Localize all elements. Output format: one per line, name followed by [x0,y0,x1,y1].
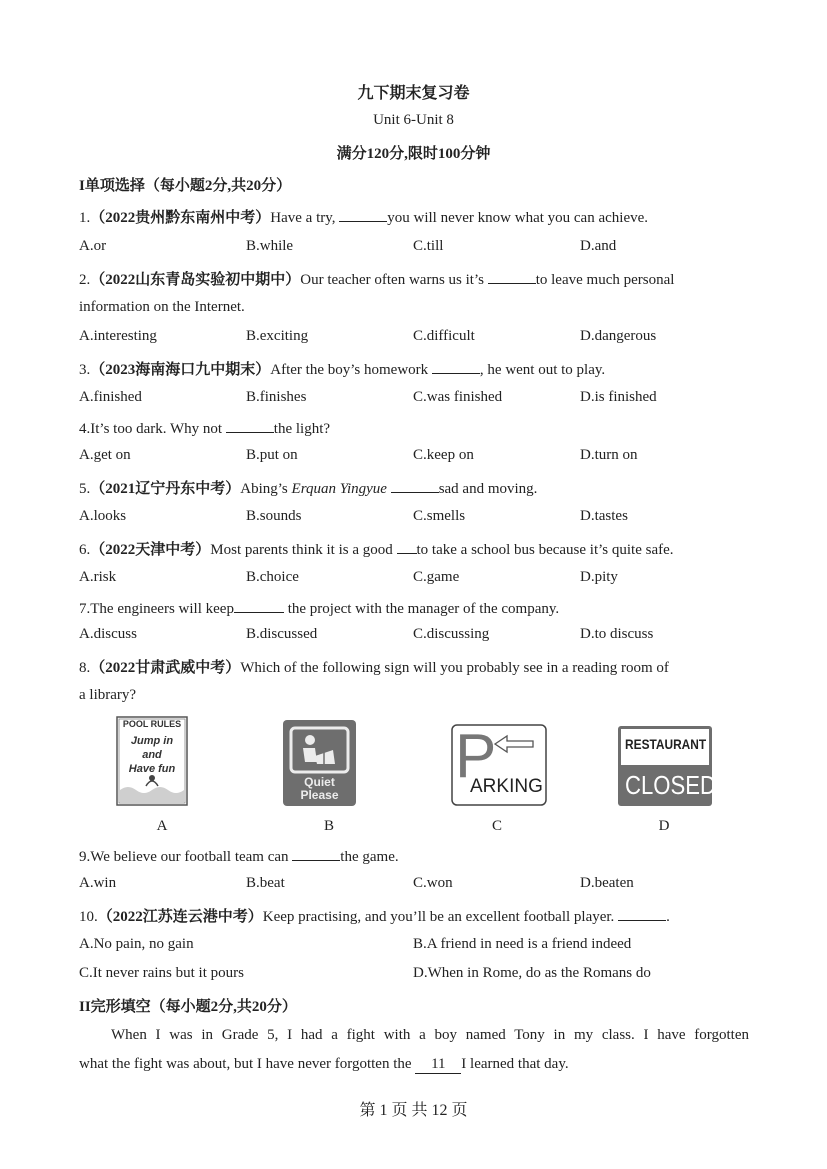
sign-d-top: RESTAURANT [625,736,707,752]
question-3: 3.（2023海南海口九中期末）After the boy’s homework , he went out to play. [79,358,605,379]
unit-subtitle: Unit 6-Unit 8 [373,112,454,128]
option-d: D.beaten [580,875,634,891]
question-1: 1.（2022贵州黔东南州中考）Have a try, you will never know what you can achieve. [79,206,648,227]
answer-blank [391,478,439,493]
option-d: D.is finished [580,389,657,405]
sign-quiet-please [283,720,356,806]
option-a: A.finished [79,389,142,405]
answer-blank [339,207,387,222]
option-b: B.exciting [246,328,309,344]
option-a: A.or [79,238,107,254]
sign-a-title: POOL RULES [122,719,182,729]
question-8: 8.（2022甘肃武威中考）Which of the following sign will you probably see in a reading room of [79,660,669,676]
sign-label-a: A [156,818,168,834]
answer-blank [618,906,666,921]
question-8-continuation: a library? [79,687,137,703]
option-b: B.A friend in need is a friend indeed [413,936,632,952]
option-c: C.game [413,569,460,585]
question-5: 5.（2021辽宁丹东中考）Abing’s Erquan Yingyue sad and moving. [79,477,537,498]
passage-line-2: what the fight was about, but I have never forgotten the 11 I learned that day. [79,1056,569,1072]
option-c: C.discussing [413,626,490,642]
option-b: B.finishes [246,389,307,405]
section2-heading: II完形填空（每小题2分,共20分） [79,999,297,1015]
option-a: A.risk [79,569,117,585]
passage-line-1: When I was in Grade 5, I had a fight with a boy named Tony in my class. I have forgotten [111,1027,749,1043]
option-b: B.while [246,238,294,254]
sign-a-text: Jump in and Have fun [128,735,176,775]
option-b: B.put on [246,447,298,463]
sign-d-bottom: CLOSED [625,770,716,800]
sign-restaurant-closed [618,726,716,806]
option-c: C.was finished [413,389,503,405]
option-a: A.win [79,875,117,891]
question-10: 10.（2022江苏连云港中考）Keep practising, and you’ll be an excellent football player. . [79,905,670,926]
sign-label-c: C [491,818,502,834]
option-c: C.smells [413,508,466,524]
answer-blank [292,846,340,861]
option-d: D.When in Rome, do as the Romans do [413,965,651,981]
option-c: C.It never rains but it pours [79,965,244,981]
question-7: 7.The engineers will keep the project with the manager of the company. [79,598,559,618]
option-c: C.till [413,238,444,254]
option-d: D.dangerous [580,328,657,344]
question-2-continuation: information on the Internet. [79,299,245,315]
sign-c-letter: P [455,722,497,791]
answer-blank [234,598,284,613]
question-6: 6.（2022天津中考）Most parents think it is a good to take a school bus because it’s quite safe. [79,538,674,559]
sign-pool-rules [116,716,188,806]
option-a: A.looks [79,508,127,524]
sign-label-b: B [323,818,334,834]
question-9: 9.We believe our football team can the game. [79,846,399,866]
option-a: A.interesting [79,328,157,344]
option-a: A.discuss [79,626,137,642]
option-b: B.choice [246,569,299,585]
option-d: D.turn on [580,447,638,463]
page-title: 九下期末复习卷 [357,85,470,102]
sign-c-text: ARKING [470,776,543,797]
cloze-blank-11: 11 [415,1056,461,1074]
option-c: C.won [413,875,453,891]
answer-blank [432,359,480,374]
answer-blank [397,539,417,554]
option-a: A.No pain, no gain [79,936,194,952]
page-number: 第 1 页 共 12 页 [359,1102,468,1119]
option-c: C.difficult [413,328,475,344]
option-a: A.get on [79,447,131,463]
option-c: C.keep on [413,447,474,463]
option-d: D.tastes [580,508,628,524]
section1-heading: I单项选择（每小题2分,共20分） [79,178,292,194]
sign-label-d: D [658,818,670,834]
option-b: B.discussed [246,626,318,642]
option-d: D.and [580,238,617,254]
option-d: D.pity [580,569,618,585]
answer-blank [488,269,536,284]
sign-b-text: Quiet Please [300,775,339,802]
option-b: B.beat [246,875,285,891]
sign-parking [451,724,547,806]
score-info: 满分120分,限时100分钟 [336,146,491,162]
option-d: D.to discuss [580,626,654,642]
answer-blank [226,418,274,433]
option-b: B.sounds [246,508,302,524]
question-4: 4.It’s too dark. Why not the light? [79,418,330,438]
question-2: 2.（2022山东青岛实验初中期中）Our teacher often warns us it’s to leave much personal [79,268,674,289]
